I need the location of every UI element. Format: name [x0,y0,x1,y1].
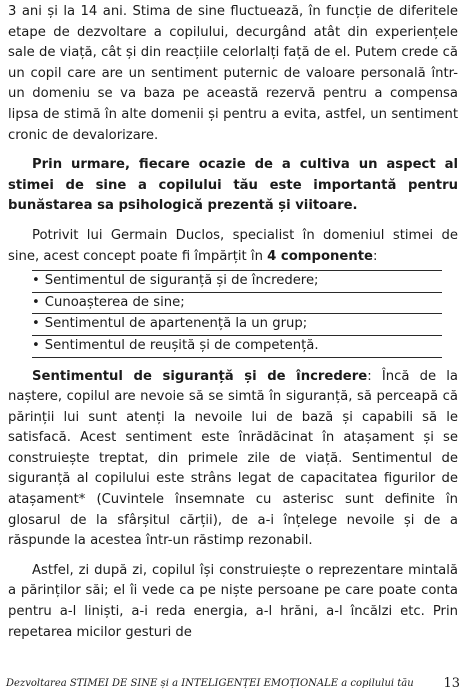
components-intro-colon: : [373,248,378,264]
list-item-label: Cunoașterea de sine; [44,294,185,310]
components-list [32,270,442,357]
list-item-label: Sentimentul de siguranță și de încredere; [44,273,319,289]
security-text: : Încă de la naștere, copilul are nevoie să se simtă în siguranță, să perceapă că părinții lui sunt atenți la nevoile lui de bază și capabili să le satisfacă. Acest sentiment este înrădăcinat în atașament și se construiește treptat, din primele zile de viață. Sentimentul de siguranță al copilului este strâns legat de capacitatea figurilor de atașament* (Cuvintele însemnate cu asterisc sunt definite în glosarul de la sfârșitul cărții), de a-i înțelege nevoile și de a răspunde la acestea într-un răstimp rezonabil. [8,368,459,549]
paragraph-emphasis: Prin urmare, fiecare ocazie de a cultiva un aspect al stimei de sine a copilului tău este importantă pentru bunăstarea sa psihologică prezentă și viitoare. [8,157,458,214]
bullet-icon: • [32,337,40,353]
list-item-label: Sentimentul de reușită și de competență. [44,337,319,353]
page-content [8,2,458,643]
list-item [32,336,442,358]
list-item [32,293,442,315]
components-intro-text: Potrivit lui Germain Duclos, specialist în domeniul stimei de sine, acest concept poate fi împărțit în [8,227,458,264]
bullet-icon: • [32,294,40,310]
paragraph-intro: 3 ani și la 14 ani. Stima de sine fluctuează, în funcție de diferitele etape de dezvoltare a copilului, decurgând atât din experiențele sale de viață, cât și din reacțiile celorlalți față de el. Putem crede că un copil care are un sentiment puternic de valoare personală într-un domeniu se va baza pe această rezervă pentru a compensa lipsa de stimă în alte domenii și pentru a evita, astfel, un sentiment cronic de devalorizare. [8,4,458,143]
list-item [32,270,442,293]
paragraph-representation: Astfel, zi după zi, copilul își construiește o reprezentare mintală a părinților săi; el îi vede ca pe niște persoane pe care poate conta pentru a-l liniști, a-i reda energia, a-l hrăni, a-l încălzi etc. Prin repetarea micilor gesturi de [8,562,458,640]
paragraph-components-intro [8,226,458,267]
footer-book-title: Dezvoltarea STIMEI DE SINE și a INTELIGENȚEI EMOȚIONALE a copilului tău [6,678,414,689]
list-item [32,314,442,336]
page-number: 13 [443,676,460,691]
list-item-label: Sentimentul de apartenență la un grup; [44,316,308,332]
bullet-icon: • [32,316,40,332]
page-footer [6,678,460,689]
bullet-icon: • [32,273,40,289]
paragraph-security [8,367,458,552]
security-heading: Sentimentul de siguranță și de încredere [32,368,368,384]
components-count: 4 componente [267,248,373,264]
